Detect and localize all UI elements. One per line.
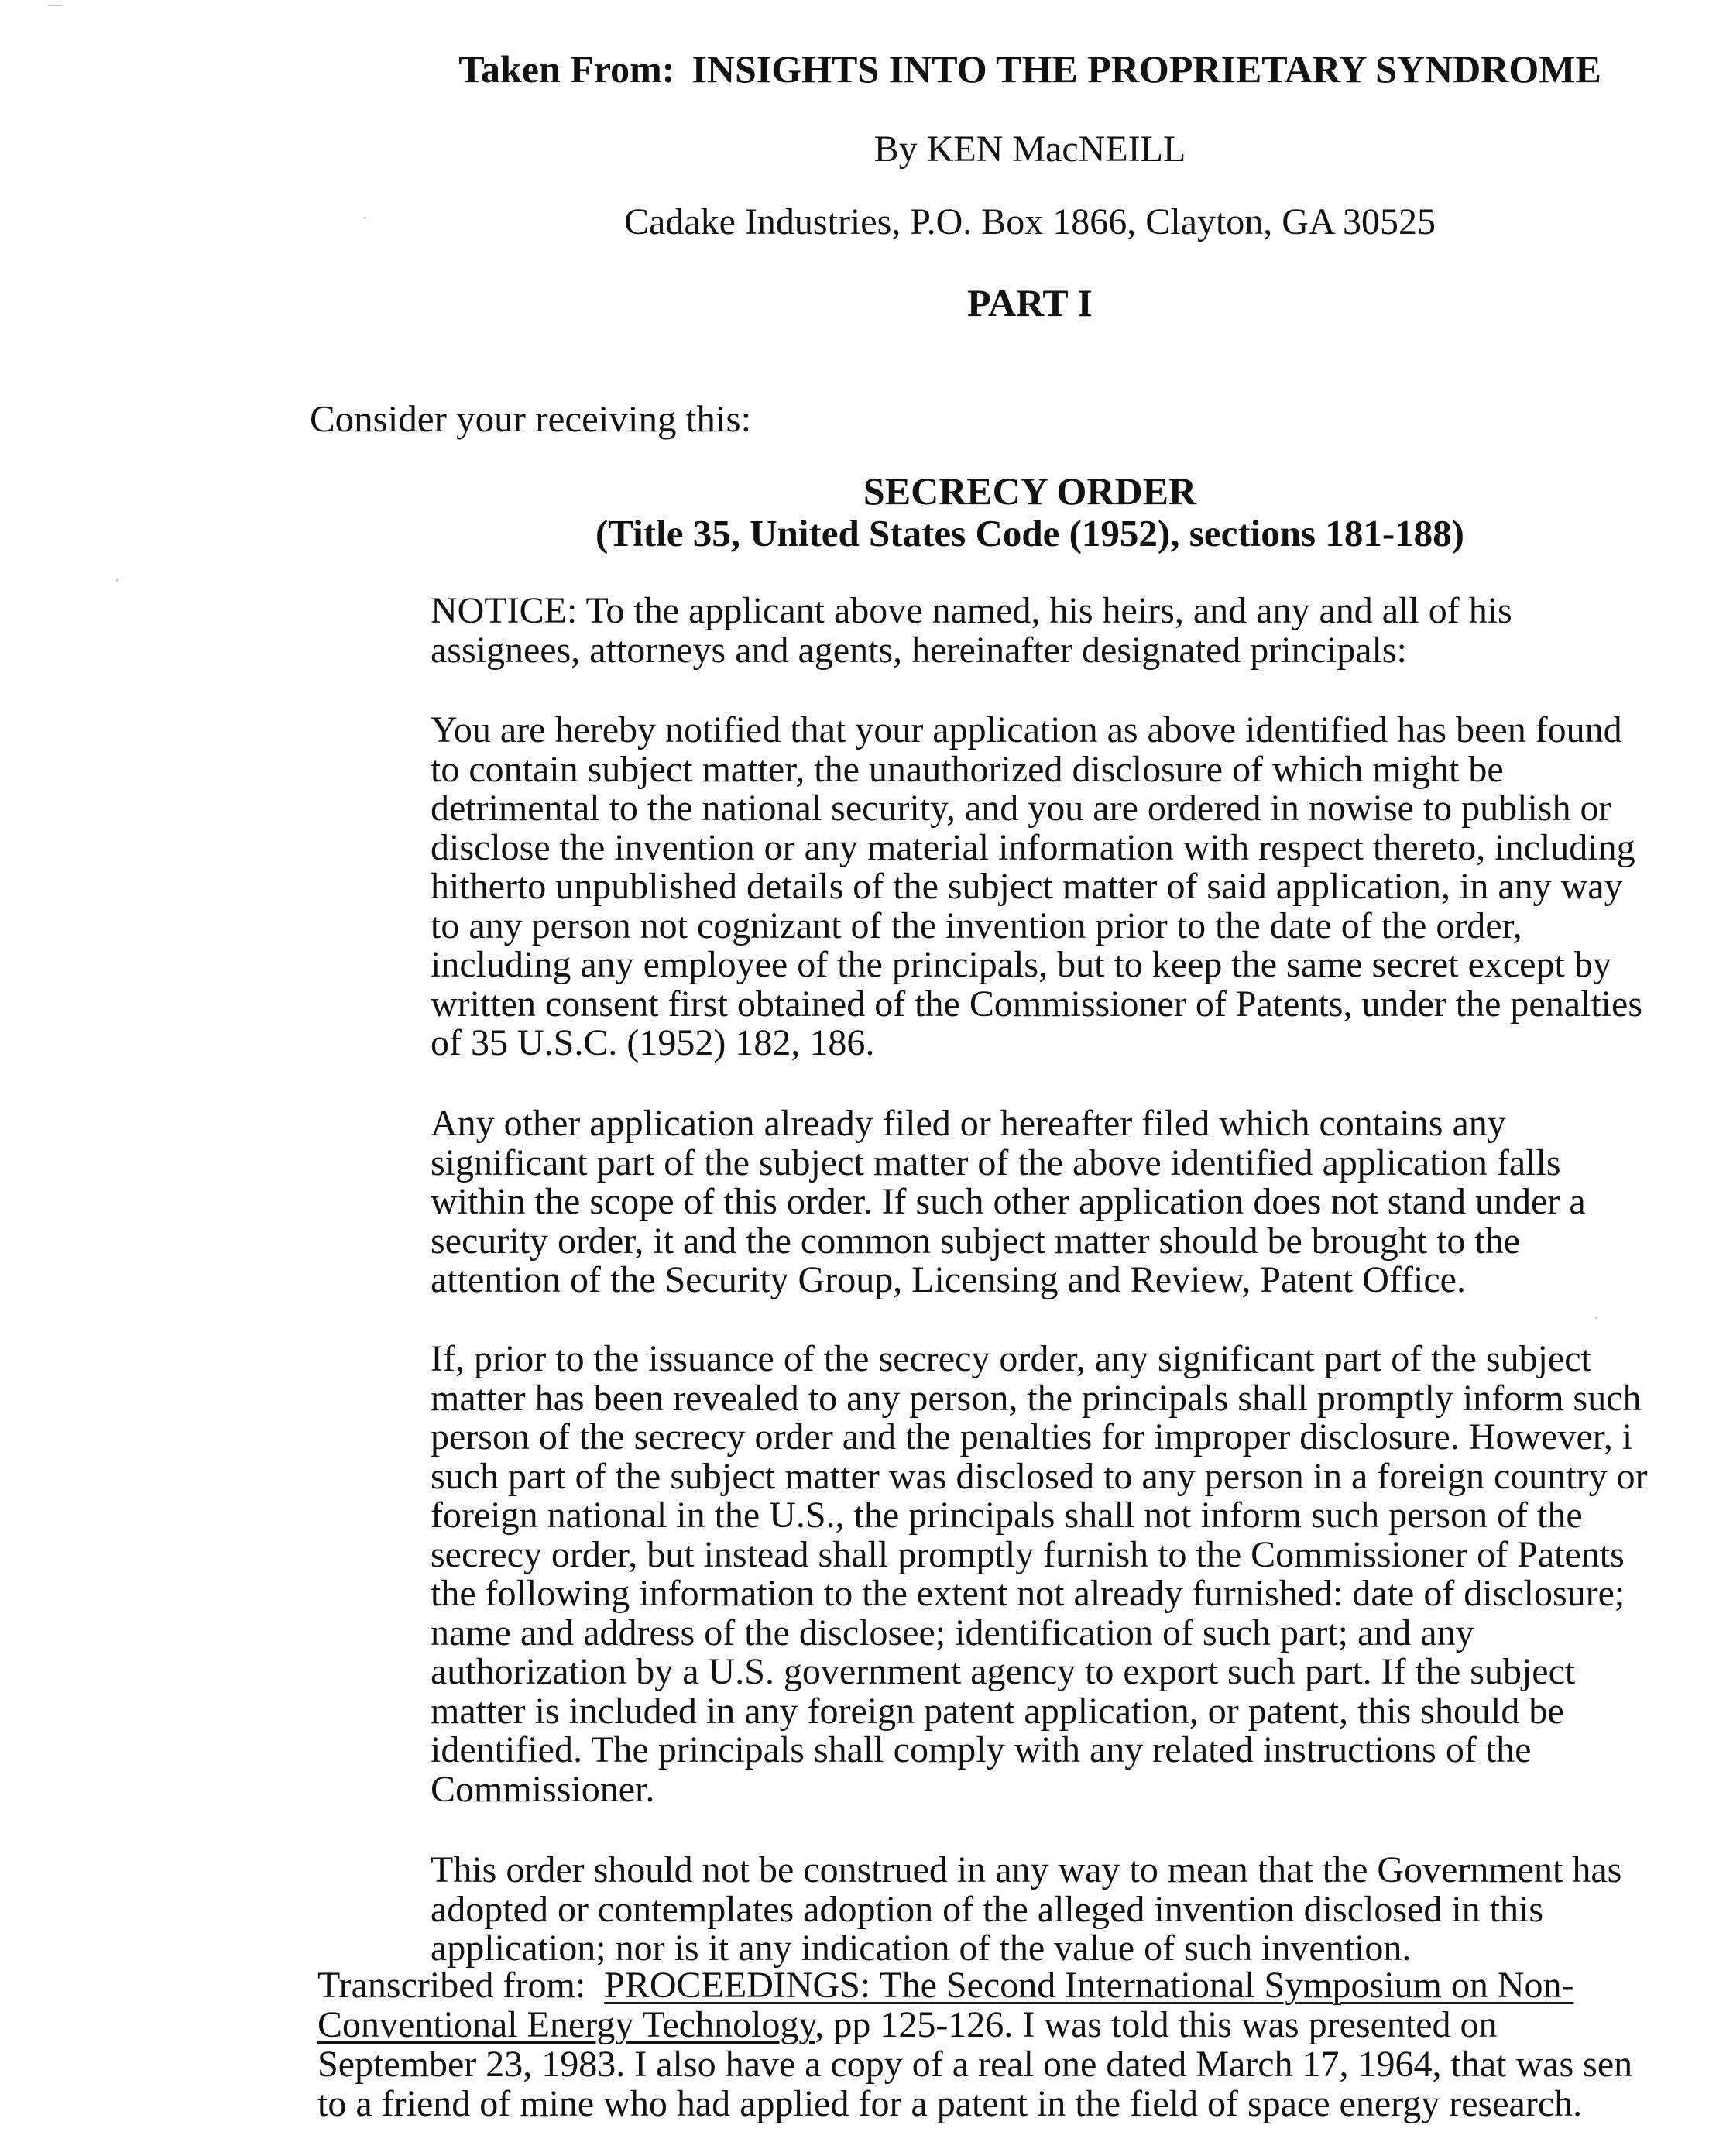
paragraph-line: application; nor is it any indication of the value of such invention.	[431, 1928, 1412, 1969]
paragraph-line: adopted or contemplates adoption of the alleged invention disclosed in this	[431, 1888, 1543, 1930]
source-title: INSIGHTS INTO THE PROPRIETARY SYNDROME	[691, 47, 1601, 91]
paragraph-line: security order, it and the common subject matter should be brought to the	[431, 1220, 1521, 1262]
order-title: SECRECY ORDER	[863, 469, 1197, 513]
paragraph-line: NOTICE: To the applicant above named, his heirs, and any and all of his	[431, 590, 1512, 631]
paragraph-line: Commissioner.	[431, 1768, 655, 1810]
paragraph-line: foreign national in the U.S., the principals shall not inform such person of the	[431, 1495, 1583, 1536]
paragraph-line: person of the secrecy order and the penalties for improper disclosure. However, i	[431, 1416, 1633, 1457]
paragraph-line: to any person not cognizant of the invention prior to the date of the order,	[431, 905, 1522, 946]
transcript-label: Transcribed from:	[317, 1965, 586, 2006]
paragraph-line: to contain subject matter, the unauthorized disclosure of which might be	[431, 748, 1504, 790]
paragraph-line: identified. The principals shall comply with any related instructions of the	[431, 1729, 1532, 1770]
transcript-note	[317, 1965, 1733, 2123]
paragraph-line: matter is included in any foreign patent application, or patent, this should be	[431, 1690, 1564, 1732]
paragraph-line: detrimental to the national security, and you are ordered in nowise to publish or	[431, 788, 1611, 829]
paragraph-line: of 35 U.S.C. (1952) 182, 186.	[431, 1022, 875, 1063]
paragraph-line: You are hereby notified that your application as above identified has been found	[431, 709, 1622, 750]
paragraph-line: within the scope of this order. If such other application does not stand under a	[431, 1181, 1586, 1222]
paragraph-line: including any employee of the principals, but to keep the same secret except by	[431, 944, 1611, 985]
paragraph-line: hitherto unpublished details of the subject matter of said application, in any way	[431, 866, 1623, 907]
notice-paragraph	[431, 592, 1733, 670]
proceedings-title-part2: Conventional Energy Technology	[317, 2004, 815, 2045]
proceedings-title-part1: PROCEEDINGS: The Second International Symposium on Non-	[604, 1965, 1574, 2006]
paragraph-line: Any other application already filed or hereafter filed which contains any	[431, 1103, 1506, 1144]
paragraph-line: name and address of the disclosee; identification of such part; and any	[431, 1612, 1474, 1653]
paragraph-line: written consent first obtained of the Commissioner of Patents, under the penalties	[431, 983, 1642, 1025]
paragraph-line: matter has been revealed to any person, the principals shall promptly inform such	[431, 1377, 1642, 1419]
scan-speck	[116, 579, 118, 582]
paragraph-line: significant part of the subject matter of the above identified application falls	[431, 1142, 1561, 1183]
construe-paragraph	[431, 1851, 1733, 1969]
author-line: By KEN MacNEILL	[873, 129, 1186, 170]
paragraph-line: such part of the subject matter was disclosed to any person in a foreign country or	[431, 1455, 1648, 1497]
secrecy-paragraph	[431, 711, 1733, 1063]
paragraph-line: This order should not be construed in any way to mean that the Government has	[431, 1849, 1622, 1890]
transcript-line-1	[317, 1965, 1733, 2005]
paragraph-line: assignees, attorneys and agents, hereinafter designated principals:	[431, 629, 1407, 671]
source-heading	[434, 42, 1626, 96]
source-label: Taken From:	[458, 47, 675, 91]
order-subtitle: (Title 35, United States Code (1952), sections 181-188)	[595, 512, 1464, 554]
intro-text: Consider your receiving this:	[310, 397, 752, 440]
proceedings-pages: , pp 125-126. I was told this was presented on	[815, 2004, 1498, 2045]
paragraph-line: authorization by a U.S. government agency to export such part. If the subject	[431, 1651, 1576, 1692]
paragraph-line: disclose the invention or any material information with respect thereto, including	[431, 826, 1635, 868]
transcript-line-4: to a friend of mine who had applied for a patent in the field of space energy research.	[317, 2083, 1583, 2124]
part-heading: PART I	[967, 281, 1093, 324]
transcript-line-2	[317, 2005, 1733, 2044]
scan-speck	[1595, 1317, 1597, 1319]
scan-speck	[364, 217, 366, 219]
scope-paragraph	[431, 1104, 1733, 1300]
transcript-line-3: September 23, 1983. I also have a copy of a real one dated March 17, 1964, that was sen	[317, 2044, 1633, 2085]
disclosure-paragraph	[431, 1340, 1733, 1809]
paragraph-line: the following information to the extent not already furnished: date of disclosure;	[431, 1573, 1625, 1614]
paragraph-line: secrecy order, but instead shall promptly furnish to the Commissioner of Patents	[431, 1533, 1625, 1575]
address-line: Cadake Industries, P.O. Box 1866, Clayton, GA 30525	[624, 201, 1436, 242]
scan-artifact-mark	[48, 5, 62, 6]
paragraph-line: If, prior to the issuance of the secrecy order, any significant part of the subject	[431, 1338, 1591, 1379]
paragraph-line: attention of the Security Group, Licensing and Review, Patent Office.	[431, 1259, 1466, 1300]
